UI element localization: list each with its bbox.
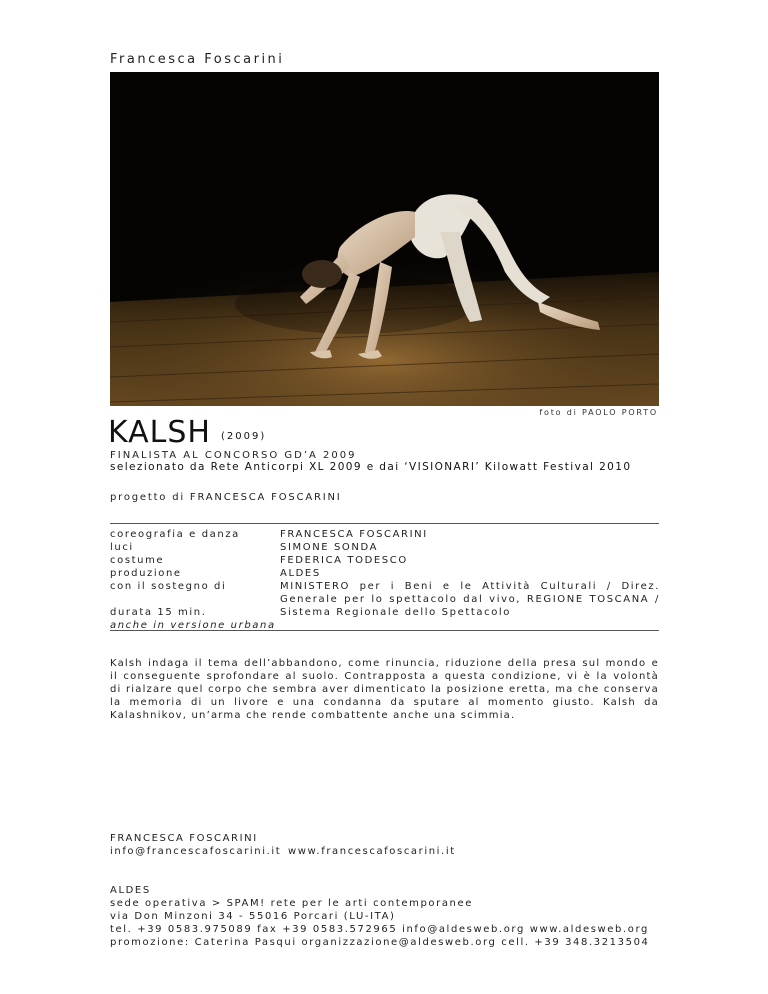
credit-row-production [110, 567, 659, 580]
divider-top [110, 523, 659, 524]
show-title-text: KALSH [108, 415, 211, 450]
credit-value: FEDERICA TODESCO [280, 555, 408, 566]
credit-row-choreography [110, 528, 659, 541]
footer-artist-email[interactable]: info@francescafoscarini.it [110, 846, 282, 857]
project-line: progetto di FRANCESCA FOSCARINI [110, 492, 342, 503]
urban-version-note: anche in versione urbana [110, 620, 276, 631]
selection-line: selezionato da Rete Anticorpi XL 2009 e dai ‘VISIONARI’ Kilowatt Festival 2010 [110, 461, 632, 473]
credit-label: luci [110, 542, 134, 553]
credit-value: ALDES [280, 568, 321, 579]
credit-row-lights [110, 541, 659, 554]
credit-label: costume [110, 555, 165, 566]
credit-row-costume [110, 554, 659, 567]
footer-org-contacts[interactable]: tel. +39 0583.975089 fax +39 0583.572965 info@aldesweb.org www.aldesweb.org [110, 924, 649, 935]
award-line: FINALISTA AL CONCORSO GD’A 2009 [110, 450, 357, 461]
duration: durata 15 min. [110, 607, 207, 618]
credit-label: produzione [110, 568, 182, 579]
footer-org-promotion[interactable]: promozione: Caterina Pasqui organizzazione@aldesweb.org cell. +39 348.3213504 [110, 937, 650, 948]
footer-artist-name: FRANCESCA FOSCARINI [110, 833, 258, 844]
author-name: Francesca Foscarini [110, 52, 285, 67]
credit-label: coreografia e danza [110, 529, 240, 540]
credit-value: SIMONE SONDA [280, 542, 379, 553]
show-description: Kalsh indaga il tema dell’abbandono, come rinuncia, riduzione della presa sul mondo e il conseguente sprofondare al suolo. Contrapposta a questa condizione, vi è la volontà di rialzare quel corpo che sembra aver dimenticato la posizione eretta, ma che conserva la memoria di un livore e una condanna da sputare al momento giusto. Kalsh da Kalashnikov, un’arma che rende combattente anche una scimmia. [110, 658, 659, 721]
footer-org-address-2: via Don Minzoni 34 - 55016 Porcari (LU-ITA) [110, 911, 396, 922]
credit-value: FRANCESCA FOSCARINI [280, 529, 428, 540]
show-title [108, 415, 267, 450]
performance-photo [110, 72, 659, 406]
footer-artist-site[interactable]: www.francescafoscarini.it [288, 846, 456, 857]
footer-org-address-1: sede operativa > SPAM! rete per le arti contemporanee [110, 898, 474, 909]
photo-credit: foto di PAOLO PORTO [539, 408, 658, 417]
credit-label: con il sostegno di [110, 581, 227, 592]
footer-org-name: ALDES [110, 885, 151, 896]
dancer-photo-illustration [110, 72, 659, 406]
show-year: (2009) [220, 431, 267, 442]
divider-bottom [110, 630, 659, 631]
credit-value: MINISTERO per i Beni e le Attività Culturali / Direz. Generale per lo spettacolo dal vivo, REGIONE TOSCANA / Sistema Regionale dello Spettacolo [280, 581, 660, 618]
